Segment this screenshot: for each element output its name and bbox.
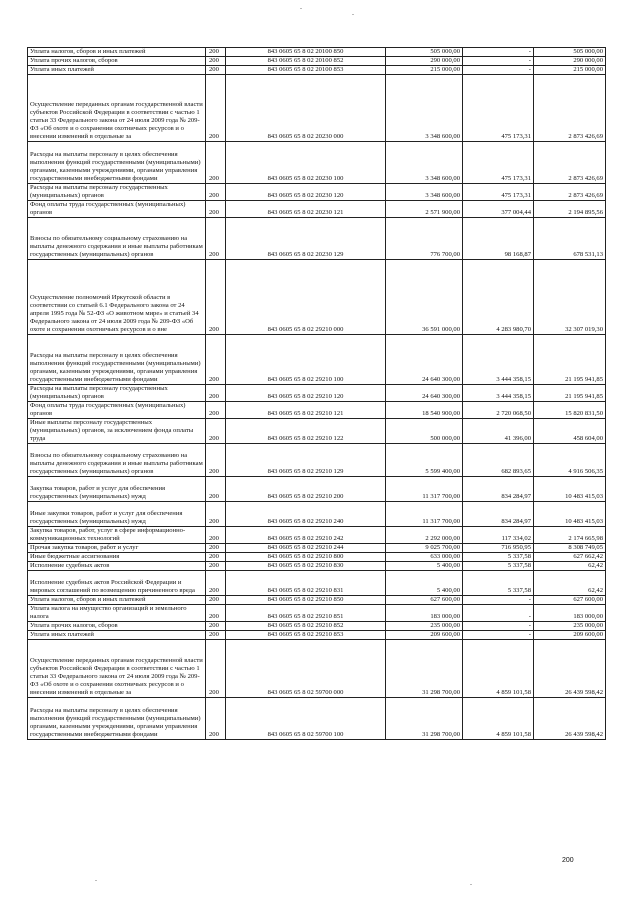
row-planned-amount: 290 000,00 [386, 57, 463, 66]
row-line-code: 200 [206, 631, 226, 640]
row-remaining-amount: 32 307 019,30 [534, 260, 606, 335]
table-row [28, 553, 606, 562]
row-planned-amount: 24 640 300,00 [386, 385, 463, 402]
row-executed-amount: - [463, 631, 534, 640]
row-name: Исполнение судебных актов Российской Федерации и мировых соглашений по возмещению причиненного вреда [28, 571, 206, 596]
row-remaining-amount: 8 308 749,05 [534, 544, 606, 553]
row-line-code: 200 [206, 75, 226, 142]
row-line-code: 200 [206, 142, 226, 184]
table-row [28, 622, 606, 631]
row-line-code: 200 [206, 444, 226, 477]
row-remaining-amount: 627 600,00 [534, 596, 606, 605]
row-executed-amount: 2 720 068,50 [463, 402, 534, 419]
row-line-code: 200 [206, 66, 226, 75]
row-remaining-amount: 21 195 941,85 [534, 385, 606, 402]
row-line-code: 200 [206, 553, 226, 562]
row-planned-amount: 31 298 700,00 [386, 698, 463, 740]
row-remaining-amount: 290 000,00 [534, 57, 606, 66]
table-row [28, 260, 606, 335]
row-name: Закупка товаров, работ и услуг для обеспечения государственных (муниципальных) нужд [28, 477, 206, 502]
row-remaining-amount: 2 873 426,69 [534, 184, 606, 201]
row-line-code: 200 [206, 571, 226, 596]
row-executed-amount: - [463, 622, 534, 631]
row-name: Уплата прочих налогов, сборов [28, 57, 206, 66]
table-row [28, 544, 606, 553]
row-name: Иные закупки товаров, работ и услуг для обеспечения государственных (муниципальных) нужд [28, 502, 206, 527]
row-planned-amount: 215 000,00 [386, 66, 463, 75]
page-number: 200 [562, 857, 574, 864]
table-row [28, 142, 606, 184]
row-name: Иные выплаты персоналу государственных (муниципальных) органов, за исключением фонда оплаты труда [28, 419, 206, 444]
row-remaining-amount: 15 820 831,50 [534, 402, 606, 419]
table-body [28, 48, 606, 740]
row-line-code: 200 [206, 698, 226, 740]
table-row [28, 605, 606, 622]
row-budget-code: 843 0605 65 8 02 20100 852 [226, 57, 386, 66]
table-row [28, 444, 606, 477]
row-remaining-amount: 2 174 665,98 [534, 527, 606, 544]
row-remaining-amount: 678 531,13 [534, 218, 606, 260]
row-executed-amount: 5 337,58 [463, 553, 534, 562]
row-line-code: 200 [206, 201, 226, 218]
row-executed-amount: 834 284,97 [463, 502, 534, 527]
table-row [28, 66, 606, 75]
row-line-code: 200 [206, 640, 226, 698]
row-planned-amount: 3 348 600,00 [386, 184, 463, 201]
table-row [28, 631, 606, 640]
row-planned-amount: 235 000,00 [386, 622, 463, 631]
row-budget-code: 843 0605 65 8 02 59700 100 [226, 698, 386, 740]
table-row [28, 596, 606, 605]
row-name: Уплата налогов, сборов и иных платежей [28, 596, 206, 605]
row-name: Осуществление переданных органам государственной власти субъектов Российской Федерации в соответствии с частью 1 статьи 33 Федерального закона от 24 июля 2009 года № 209-ФЗ «Об охоте и о сохранении охотничьих ресурсов и о внесении изменений в отдельные за [28, 75, 206, 142]
row-executed-amount: - [463, 605, 534, 622]
row-name: Расходы на выплаты персоналу государственных (муниципальных) органов [28, 385, 206, 402]
row-name: Исполнение судебных актов [28, 562, 206, 571]
row-name: Осуществление полномочий Иркутской области в соответствии со статьей 6.1 Федерального закона от 24 апреля 1995 года № 52-ФЗ «О животном мире» и статьей 34 Федерального закона от 24 июля 2009 года № 209-ФЗ «Об охоте и сохранении охотничьих ресурсов и о вне [28, 260, 206, 335]
row-budget-code: 843 0605 65 8 02 29210 122 [226, 419, 386, 444]
row-line-code: 200 [206, 605, 226, 622]
row-budget-code: 843 0605 65 8 02 20100 853 [226, 66, 386, 75]
row-executed-amount: 4 859 101,58 [463, 698, 534, 740]
row-line-code: 200 [206, 477, 226, 502]
row-executed-amount: 3 444 358,15 [463, 335, 534, 385]
row-budget-code: 843 0605 65 8 02 29210 129 [226, 444, 386, 477]
row-budget-code: 843 0605 65 8 02 29210 830 [226, 562, 386, 571]
table-row [28, 562, 606, 571]
row-executed-amount: 4 283 980,70 [463, 260, 534, 335]
row-planned-amount: 24 640 300,00 [386, 335, 463, 385]
row-budget-code: 843 0605 65 8 02 29210 242 [226, 527, 386, 544]
table-row [28, 75, 606, 142]
row-planned-amount: 5 400,00 [386, 571, 463, 596]
row-executed-amount: 475 173,31 [463, 75, 534, 142]
row-remaining-amount: 26 439 598,42 [534, 640, 606, 698]
row-planned-amount: 5 400,00 [386, 562, 463, 571]
row-remaining-amount: 10 483 415,03 [534, 477, 606, 502]
row-planned-amount: 633 000,00 [386, 553, 463, 562]
row-line-code: 200 [206, 596, 226, 605]
row-line-code: 200 [206, 260, 226, 335]
row-budget-code: 843 0605 65 8 02 29210 120 [226, 385, 386, 402]
row-budget-code: 843 0605 65 8 02 20230 100 [226, 142, 386, 184]
row-budget-code: 843 0605 65 8 02 29210 100 [226, 335, 386, 385]
row-remaining-amount: 4 916 506,35 [534, 444, 606, 477]
row-name: Уплата иных платежей [28, 631, 206, 640]
row-executed-amount: 98 168,87 [463, 218, 534, 260]
row-planned-amount: 183 000,00 [386, 605, 463, 622]
row-planned-amount: 36 591 000,00 [386, 260, 463, 335]
row-line-code: 200 [206, 402, 226, 419]
row-name: Закупка товаров, работ, услуг в сфере информационно-коммуникационных технологий [28, 527, 206, 544]
row-planned-amount: 18 540 900,00 [386, 402, 463, 419]
row-remaining-amount: 458 604,00 [534, 419, 606, 444]
table-row [28, 477, 606, 502]
row-remaining-amount: 235 000,00 [534, 622, 606, 631]
table-row [28, 527, 606, 544]
table-row [28, 385, 606, 402]
row-name: Уплата налогов, сборов и иных платежей [28, 48, 206, 57]
row-line-code: 200 [206, 622, 226, 631]
row-remaining-amount: 183 000,00 [534, 605, 606, 622]
row-remaining-amount: 21 195 941,85 [534, 335, 606, 385]
row-executed-amount: 682 893,65 [463, 444, 534, 477]
row-budget-code: 843 0605 65 8 02 29210 853 [226, 631, 386, 640]
row-line-code: 200 [206, 335, 226, 385]
row-planned-amount: 11 317 700,00 [386, 502, 463, 527]
row-line-code: 200 [206, 502, 226, 527]
row-budget-code: 843 0605 65 8 02 29210 240 [226, 502, 386, 527]
table-row [28, 402, 606, 419]
row-line-code: 200 [206, 562, 226, 571]
row-executed-amount: 716 950,95 [463, 544, 534, 553]
row-remaining-amount: 209 600,00 [534, 631, 606, 640]
row-name: Фонд оплаты труда государственных (муниципальных) органов [28, 201, 206, 218]
row-executed-amount: 3 444 358,15 [463, 385, 534, 402]
row-remaining-amount: 627 662,42 [534, 553, 606, 562]
row-planned-amount: 3 348 600,00 [386, 75, 463, 142]
row-remaining-amount: 62,42 [534, 562, 606, 571]
row-budget-code: 843 0605 65 8 02 20230 121 [226, 201, 386, 218]
row-budget-code: 843 0605 65 8 02 29210 121 [226, 402, 386, 419]
row-budget-code: 843 0605 65 8 02 59700 000 [226, 640, 386, 698]
row-name: Иные бюджетные ассигнования [28, 553, 206, 562]
row-budget-code: 843 0605 65 8 02 29210 800 [226, 553, 386, 562]
row-name: Уплата прочих налогов, сборов [28, 622, 206, 631]
row-planned-amount: 9 025 700,00 [386, 544, 463, 553]
row-executed-amount: 5 337,58 [463, 562, 534, 571]
row-name: Расходы на выплаты персоналу в целях обеспечения выполнения функций государственными (муниципальными) органами, казенными учреждениями, органами управления государственными внебюджетными фондами [28, 698, 206, 740]
table-row [28, 419, 606, 444]
table-row [28, 57, 606, 66]
row-remaining-amount: 2 873 426,69 [534, 142, 606, 184]
row-budget-code: 843 0605 65 8 02 29210 850 [226, 596, 386, 605]
row-remaining-amount: 2 194 895,56 [534, 201, 606, 218]
row-budget-code: 843 0605 65 8 02 20100 850 [226, 48, 386, 57]
row-line-code: 200 [206, 57, 226, 66]
row-line-code: 200 [206, 385, 226, 402]
row-budget-code: 843 0605 65 8 02 29210 851 [226, 605, 386, 622]
row-name: Уплата иных платежей [28, 66, 206, 75]
row-executed-amount: 41 396,00 [463, 419, 534, 444]
row-name: Прочая закупка товаров, работ и услуг [28, 544, 206, 553]
row-line-code: 200 [206, 184, 226, 201]
row-planned-amount: 5 599 400,00 [386, 444, 463, 477]
row-budget-code: 843 0605 65 8 02 29210 244 [226, 544, 386, 553]
row-line-code: 200 [206, 48, 226, 57]
row-name: Расходы на выплаты персоналу в целях обеспечения выполнения функций государственными (муниципальными) органами, казенными учреждениями, органами управления государственными внебюджетными фондами [28, 142, 206, 184]
row-name: Осуществление переданных органам государственной власти субъектов Российской Федерации в соответствии с частью 1 статьи 33 Федерального закона от 24 июля 2009 года № 209-ФЗ «Об охоте и о сохранении охотничьих ресурсов и о внесении изменений в отдельные за [28, 640, 206, 698]
row-budget-code: 843 0605 65 8 02 29210 200 [226, 477, 386, 502]
row-remaining-amount: 10 483 415,03 [534, 502, 606, 527]
row-name: Фонд оплаты труда государственных (муниципальных) органов [28, 402, 206, 419]
row-planned-amount: 209 600,00 [386, 631, 463, 640]
row-executed-amount: 377 004,44 [463, 201, 534, 218]
table-row [28, 218, 606, 260]
row-planned-amount: 2 571 900,00 [386, 201, 463, 218]
row-remaining-amount: 62,42 [534, 571, 606, 596]
row-name: Расходы на выплаты персоналу государственных (муниципальных) органов [28, 184, 206, 201]
row-planned-amount: 505 000,00 [386, 48, 463, 57]
row-budget-code: 843 0605 65 8 02 20230 120 [226, 184, 386, 201]
row-remaining-amount: 26 439 598,42 [534, 698, 606, 740]
row-planned-amount: 627 600,00 [386, 596, 463, 605]
row-executed-amount: - [463, 596, 534, 605]
row-executed-amount: 475 173,31 [463, 142, 534, 184]
table-row [28, 502, 606, 527]
row-line-code: 200 [206, 419, 226, 444]
row-executed-amount: 4 859 101,58 [463, 640, 534, 698]
table-row [28, 201, 606, 218]
row-name: Взносы по обязательному социальному страхованию на выплаты денежного содержания и иные выплаты работникам государственных (муниципальных) органов [28, 444, 206, 477]
row-budget-code: 843 0605 65 8 02 29210 000 [226, 260, 386, 335]
row-planned-amount: 776 700,00 [386, 218, 463, 260]
row-remaining-amount: 2 873 426,69 [534, 75, 606, 142]
row-name: Расходы на выплаты персоналу в целях обеспечения выполнения функций государственными (муниципальными) органами, казенными учреждениями, органами управления государственными внебюджетными фондами [28, 335, 206, 385]
row-name: Взносы по обязательному социальному страхованию на выплаты денежного содержания и иные выплаты работникам государственных (муниципальных) органов [28, 218, 206, 260]
row-budget-code: 843 0605 65 8 02 29210 852 [226, 622, 386, 631]
row-planned-amount: 2 292 000,00 [386, 527, 463, 544]
row-line-code: 200 [206, 218, 226, 260]
row-executed-amount: - [463, 66, 534, 75]
row-budget-code: 843 0605 65 8 02 20230 000 [226, 75, 386, 142]
row-name: Уплата налога на имущество организаций и земельного налога [28, 605, 206, 622]
table-row [28, 184, 606, 201]
budget-table-page [27, 47, 605, 740]
row-executed-amount: 475 173,31 [463, 184, 534, 201]
row-planned-amount: 500 000,00 [386, 419, 463, 444]
row-executed-amount: 117 334,02 [463, 527, 534, 544]
row-remaining-amount: 505 000,00 [534, 48, 606, 57]
row-line-code: 200 [206, 527, 226, 544]
row-executed-amount: 834 284,97 [463, 477, 534, 502]
row-budget-code: 843 0605 65 8 02 29210 831 [226, 571, 386, 596]
table-row [28, 48, 606, 57]
budget-execution-table [27, 47, 606, 740]
row-budget-code: 843 0605 65 8 02 20230 129 [226, 218, 386, 260]
row-planned-amount: 3 348 600,00 [386, 142, 463, 184]
row-executed-amount: - [463, 57, 534, 66]
row-line-code: 200 [206, 544, 226, 553]
row-planned-amount: 11 317 700,00 [386, 477, 463, 502]
row-executed-amount: 5 337,58 [463, 571, 534, 596]
table-row [28, 640, 606, 698]
table-row [28, 335, 606, 385]
table-row [28, 571, 606, 596]
table-row [28, 698, 606, 740]
row-planned-amount: 31 298 700,00 [386, 640, 463, 698]
row-executed-amount: - [463, 48, 534, 57]
row-remaining-amount: 215 000,00 [534, 66, 606, 75]
